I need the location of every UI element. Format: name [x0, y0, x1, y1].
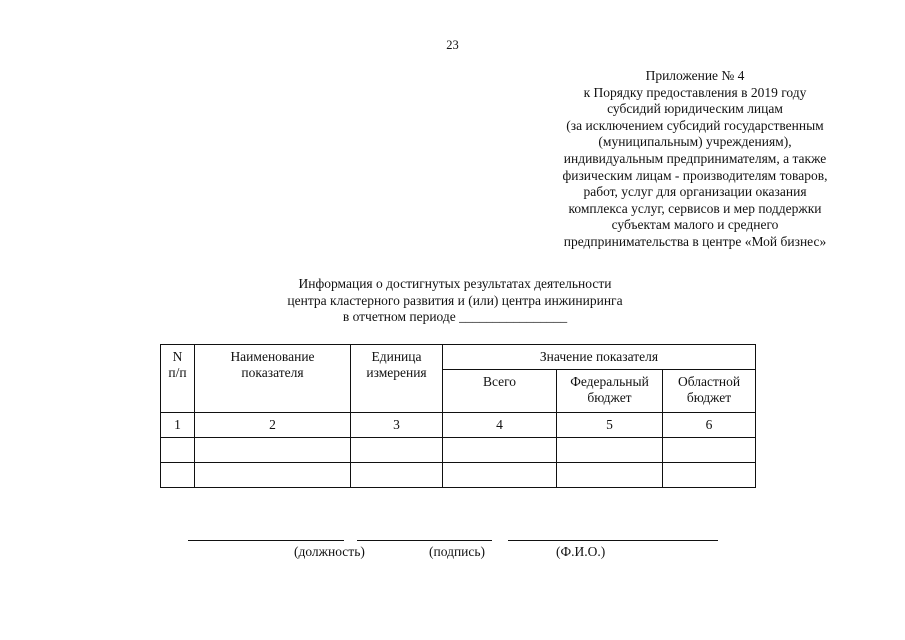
appendix-line: Приложение № 4: [645, 68, 745, 83]
title-line: центра кластерного развития и (или) центра инжиниринга: [287, 292, 623, 308]
page-number: 23: [446, 38, 459, 52]
table-cell: [443, 438, 557, 463]
appendix-header: [520, 68, 870, 251]
column-number: 5: [557, 413, 663, 438]
header-indicator-name: Наименование показателя: [195, 345, 351, 413]
appendix-line: индивидуальным предпринимателям, а также: [563, 150, 827, 166]
table-cell: [351, 463, 443, 488]
table-cell: [663, 438, 756, 463]
appendix-line: (муниципальным) учреждениям),: [598, 134, 792, 150]
header-value-group: Значение показателя: [443, 345, 756, 370]
signature-label: (подпись): [429, 544, 486, 559]
title-line: Информация о достигнутых результатах деятельности: [298, 276, 612, 291]
column-numbering-row: [161, 413, 756, 438]
table-cell: [557, 463, 663, 488]
header-federal-budget: Федеральный бюджет: [557, 370, 663, 413]
table-cell: [161, 463, 195, 488]
table-cell: [195, 438, 351, 463]
table-cell: [443, 463, 557, 488]
column-number: 4: [443, 413, 557, 438]
table-cell: [557, 438, 663, 463]
name-label: (Ф.И.О.): [556, 544, 606, 559]
table-cell: [161, 438, 195, 463]
appendix-line: физическим лицам - производителям товаров,: [562, 167, 828, 183]
header-total: Всего: [443, 370, 557, 413]
column-number: 1: [161, 413, 195, 438]
appendix-line: работ, услуг для организации оказания: [583, 184, 807, 200]
table-row: [161, 463, 756, 488]
document-title: [200, 276, 710, 326]
table-cell: [351, 438, 443, 463]
column-number: 6: [663, 413, 756, 438]
column-number: 3: [351, 413, 443, 438]
appendix-line: (за исключением субсидий государственным: [566, 117, 824, 133]
header-regional-budget: Областной бюджет: [663, 370, 756, 413]
report-table: [160, 344, 756, 488]
appendix-line: к Порядку предоставления в 2019 году: [583, 84, 807, 100]
appendix-line: субъектам малого и среднего: [611, 217, 779, 233]
appendix-line: комплекса услуг, сервисов и мер поддержки: [568, 200, 822, 216]
title-line: в отчетном периоде ________________: [342, 309, 568, 325]
position-label: (должность): [294, 544, 365, 559]
column-number: 2: [195, 413, 351, 438]
header-unit: Единица измерения: [351, 345, 443, 413]
signature-line: [357, 540, 492, 541]
appendix-line: субсидий юридическим лицам: [607, 101, 783, 117]
table-cell: [663, 463, 756, 488]
table-cell: [195, 463, 351, 488]
header-number: N п/п: [161, 345, 195, 413]
table-row: [161, 438, 756, 463]
name-signature-line: [508, 540, 718, 541]
position-signature-line: [188, 540, 344, 541]
appendix-line: предпринимательства в центре «Мой бизнес»: [563, 233, 827, 249]
